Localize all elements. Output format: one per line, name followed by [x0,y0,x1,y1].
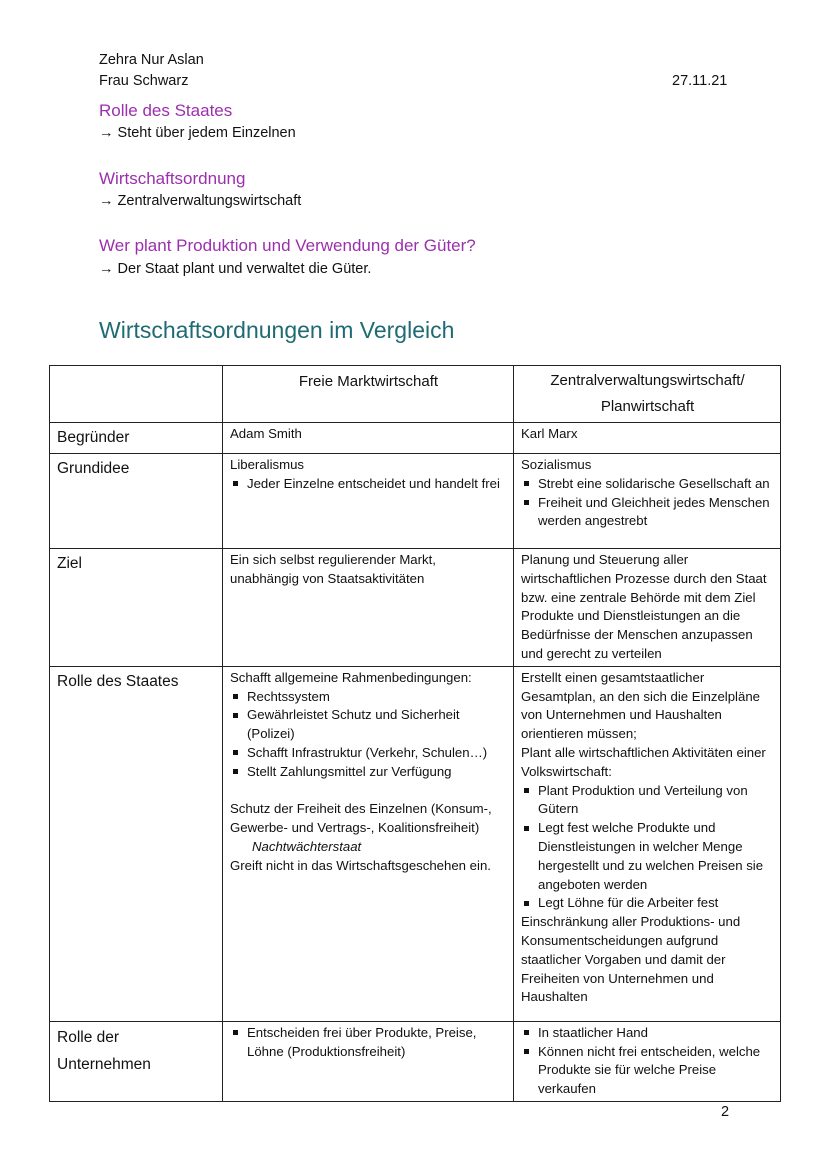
list-item: Legt fest welche Produkte und Dienstleistungen in welcher Menge hergestellt und zu welchen Preisen sie angeboten werden [521,819,774,894]
section-heading-produktion: Wer plant Produktion und Verwendung der Güter? [99,236,476,255]
comparison-table [49,365,781,1102]
list-item: Legt Löhne für die Arbeiter fest [521,894,774,913]
cell-free-ziel: Ein sich selbst regulierender Markt, unabhängig von Staatsaktivitäten [223,549,514,667]
free-staat-freedom-text: Schutz der Freiheit des Einzelnen (Konsum-, Gewerbe- und Vertrags-, Koalitionsfreiheit) [230,801,492,836]
plan-staat-intro2: Plant alle wirtschaftlichen Aktivitäten einer Volkswirtschaft: [521,744,766,779]
header-planned-economy [514,366,781,423]
row-label-unternehmen [50,1021,223,1101]
table-row-begruender [50,423,781,454]
header-planned-label-line2: Planwirtschaft [600,398,695,415]
table-row-grundidee [50,454,781,549]
row-label-grundidee: Grundidee [50,454,223,549]
section-heading-wirtschaftsordnung: Wirtschaftsordnung [99,169,246,188]
author-name: Zehra Nur Aslan [99,52,204,68]
cell-plan-ziel: Planung und Steuerung aller wirtschaftlichen Prozesse durch den Staat bzw. eine zentrale Behörde mit dem Ziel Produkte und Dienstleistungen an die Bedürfnisse der Menschen anzupassen und gerecht zu verteilen [514,549,781,667]
cell-plan-staat [514,666,781,1021]
teacher-name: Frau Schwarz [99,73,189,89]
list-item: Gewährleistet Schutz und Sicherheit (Polizei) [230,706,507,744]
section-answer-produktion: → Der Staat plant und verwaltet die Güter. [99,261,372,277]
table-row-unternehmen [50,1021,781,1101]
cell-plan-unternehmen [514,1021,781,1101]
list-item: Stellt Zahlungsmittel zur Verfügung [230,763,507,782]
document-date: 27.11.21 [672,73,728,89]
comparison-title: Wirtschaftsordnungen im Vergleich [99,317,455,343]
cell-free-staat [223,666,514,1021]
cell-plan-begruender: Karl Marx [514,423,781,454]
cell-plan-grundidee [514,454,781,549]
list-item: Entscheiden frei über Produkte, Preise, Löhne (Produktionsfreiheit) [230,1024,507,1062]
list-item: Strebt eine solidarische Gesellschaft an [521,475,774,494]
free-grundidee-intro: Liberalismus [230,457,305,472]
row-label-unternehmen-line1: Rolle der [57,1028,120,1046]
list-item: Schafft Infrastruktur (Verkehr, Schulen…) [230,744,507,763]
cell-free-unternehmen [223,1021,514,1101]
row-label-unternehmen-line2: Unternehmen [57,1055,151,1073]
row-label-staat: Rolle des Staates [50,666,223,1021]
page-number: 2 [721,1104,730,1120]
list-item: Plant Produktion und Verteilung von Gütern [521,782,774,820]
plan-staat-end-text: Einschränkung aller Produktions- und Konsumentscheidungen aufgrund staatlicher Vorgaben und damit der Freiheiten von Unternehmen und Haushalten [521,914,741,1005]
header-free-market-label: Freie Marktwirtschaft [298,373,439,390]
list-item: Können nicht frei entscheiden, welche Produkte sie für welche Preise verkaufen [521,1043,774,1099]
free-staat-intro: Schafft allgemeine Rahmenbedingungen: [230,669,472,685]
table-header-row [50,366,781,423]
row-label-begruender: Begründer [50,423,223,454]
list-item: In staatlicher Hand [521,1024,774,1043]
free-staat-nightwatchman: Nachtwächterstaat [252,838,362,854]
row-label-ziel: Ziel [50,549,223,667]
section-answer-wirtschaftsordnung: → Zentralverwaltungswirtschaft [99,193,302,209]
list-item: Jeder Einzelne entscheidet und handelt frei [230,475,507,494]
plan-grundidee-intro: Sozialismus [521,457,592,472]
list-item: Freiheit und Gleichheit jedes Menschen werden angestrebt [521,494,774,532]
header-empty-cell [50,366,223,423]
free-staat-end-text: Greift nicht in das Wirtschaftsgeschehen ein. [230,857,491,873]
table-row-staat [50,666,781,1021]
table-row-ziel [50,549,781,667]
list-item: Rechtssystem [230,688,507,707]
section-answer-rolle: → Steht über jedem Einzelnen [99,125,296,141]
header-free-market [223,366,514,423]
cell-free-begruender: Adam Smith [223,423,514,454]
plan-staat-intro: Erstellt einen gesamtstaatlicher Gesamtplan, an den sich die Einzelpläne von Unternehmen und Haushalten orientieren müssen; [521,669,760,742]
cell-free-grundidee [223,454,514,549]
header-planned-label-line1: Zentralverwaltungswirtschaft/ [550,372,745,389]
section-heading-rolle: Rolle des Staates [99,101,233,120]
